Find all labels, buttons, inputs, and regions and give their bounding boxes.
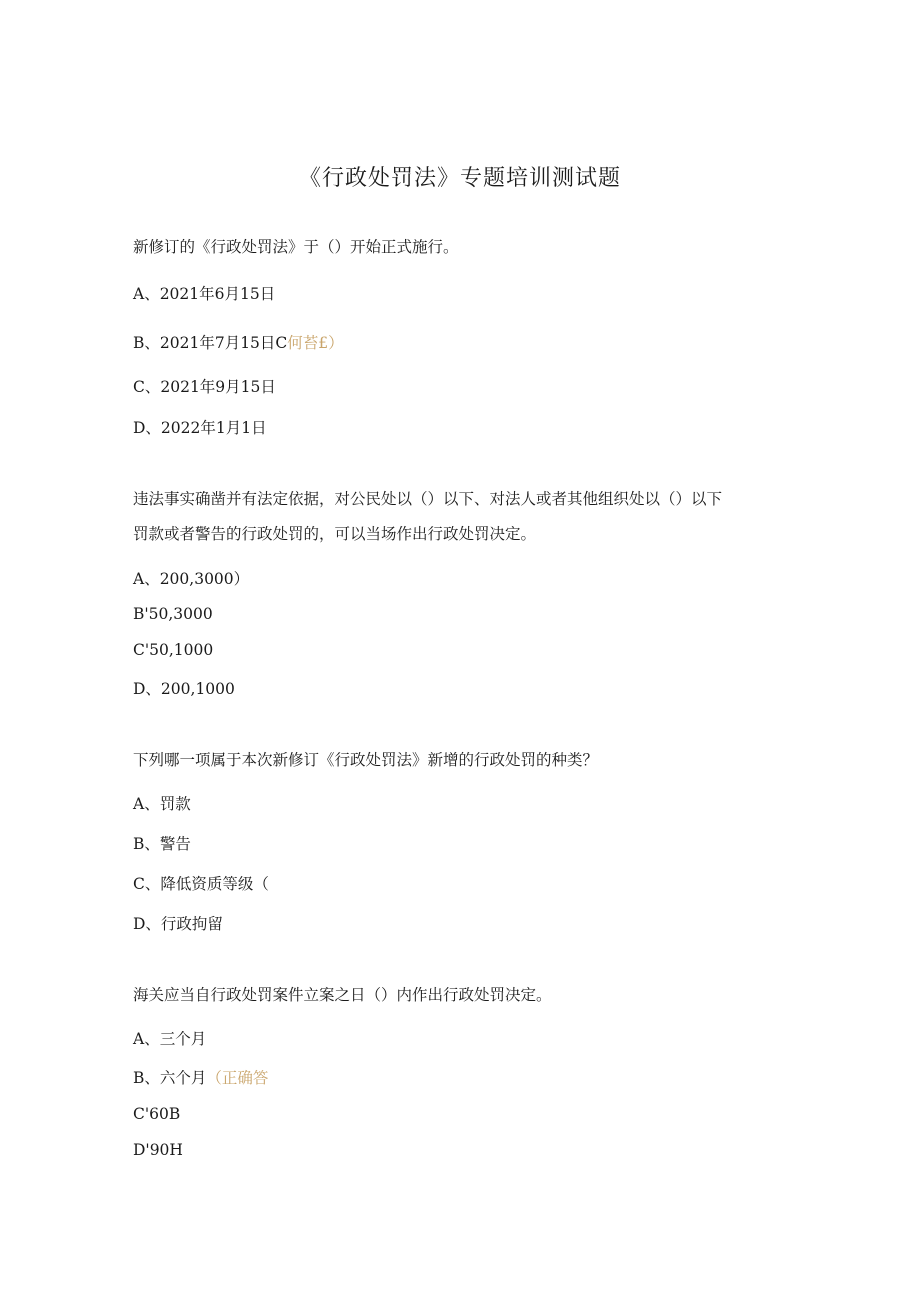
question-3-option-c: C、降低资质等级（ — [133, 875, 269, 893]
question-4-stem: 海关应当自行政处罚案件立案之日（）内作出行政处罚决定。 — [133, 986, 552, 1004]
question-4-option-a: A、三个月 — [133, 1030, 207, 1048]
answer-mark: 何苔£） — [287, 334, 344, 352]
question-1-option-b: B、2021年7月15日C何苔£） — [133, 334, 344, 352]
question-4-option-b: B、六个月（正确答 — [133, 1069, 269, 1087]
question-3-option-d: D、行政拘留 — [133, 915, 223, 933]
question-4-option-d: D'90H — [133, 1141, 183, 1159]
question-3-option-a: A、罚款 — [133, 795, 191, 813]
question-1-option-c: C、2021年9月15日 — [133, 378, 276, 396]
document-title: 《行政处罚法》专题培训测试题 — [298, 166, 621, 191]
question-2-option-d: D、200,1000 — [133, 680, 235, 698]
answer-mark: （正确答 — [206, 1069, 269, 1087]
question-1-stem: 新修订的《行政处罚法》于（）开始正式施行。 — [133, 238, 459, 256]
question-1-option-a: A、2021年6月15日 — [133, 285, 276, 303]
question-2-option-b: B'50,3000 — [133, 605, 213, 623]
question-3-option-b: B、警告 — [133, 835, 191, 853]
question-2-option-a: A、200,3000） — [133, 570, 250, 588]
question-2-stem-line-2: 罚款或者警告的行政处罚的，可以当场作出行政处罚决定。 — [133, 525, 537, 543]
question-2-option-c: C'50,1000 — [133, 641, 214, 659]
question-3-stem: 下列哪一项属于本次新修订《行政处罚法》新增的行政处罚的种类？ — [133, 751, 599, 769]
question-1-option-d: D、2022年1月1日 — [133, 419, 267, 437]
question-4-option-c: C'60B — [133, 1105, 181, 1123]
question-2-stem-line-1: 违法事实确凿并有法定依据，对公民处以（）以下、对法人或者其他组织处以（）以下 — [133, 490, 723, 508]
